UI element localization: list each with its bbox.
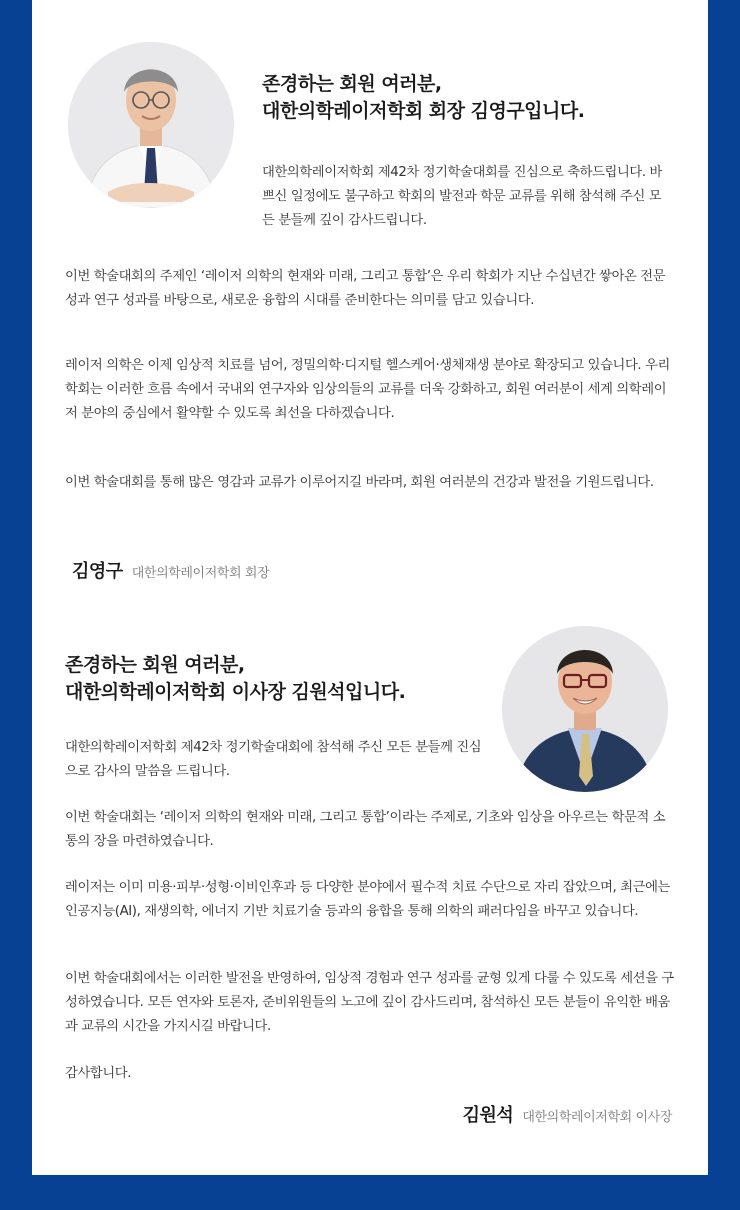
greeting-line: 존경하는 회원 여러분, (262, 73, 442, 95)
chairman-portrait (502, 626, 668, 792)
greeting-line: 존경하는 회원 여러분, (65, 654, 245, 676)
president-signature (72, 557, 269, 583)
signature-name: 김원석 (462, 1105, 514, 1126)
person-portrait-icon (68, 42, 234, 208)
greeting-card (32, 0, 708, 1175)
chairman-greeting-heading (65, 652, 405, 706)
signature-name: 김영구 (72, 561, 123, 582)
president-paragraph-1: 이번 학술대회의 주제인 ‘레이저 의학의 현재와 미래, 그리고 통합’은 우리 학회가 지난 수십년간 쌓아온 전문성과 연구 성과를 바탕으로, 새로운 융합의 시대를 준비한다는 의미를 담고 있습니다. (65, 269, 666, 308)
signature-title: 대한의학레이저학회 회장 (131, 566, 270, 581)
signature-title: 대한의학레이저학회 이사장 (522, 1110, 672, 1125)
president-portrait (68, 42, 234, 208)
chairman-paragraph-3: 이번 학술대회에서는 이러한 발전을 반영하여, 임상적 경험과 연구 성과를 균형 있게 다룰 수 있도록 세션을 구성하였습니다. 모든 연자와 토론자, 준비위원들의 노고에 깊이 감사드리며, 참석하신 모든 분들이 유익한 배움과 교류의 시간을 가지시길 바랍니다. (65, 971, 674, 1034)
greeting-line: 대한의학레이저학회 이사장 김원석입니다. (65, 681, 406, 703)
chairman-signature (463, 1101, 672, 1127)
person-portrait-icon (502, 626, 668, 792)
president-paragraph-2: 레이저 의학은 이제 임상적 치료를 넘어, 정밀의학·디지털 헬스케어·생체재생 분야로 확장되고 있습니다. 우리 학회는 이러한 흐름 속에서 국내외 연구자와 임상의들의 교류를 더욱 강화하고, 회원 여러분이 세계 의학레이저 분야의 중심에서 활약할 수 있도록 최선을 다하겠습니다. (65, 358, 670, 421)
president-paragraph-3: 이번 학술대회를 통해 많은 영감과 교류가 이루어지길 바라며, 회원 여러분의 건강과 발전을 기원드립니다. (65, 475, 654, 490)
chairman-paragraph-1: 이번 학술대회는 ‘레이저 의학의 현재와 미래, 그리고 통합’이라는 주제로, 기초와 임상을 아우르는 학문적 소통의 장을 마련하였습니다. (65, 810, 666, 849)
chairman-paragraph-2: 레이저는 이미 미용·피부·성형·이비인후과 등 다양한 분야에서 필수적 치료 수단으로 자리 잡았으며, 최근에는 인공지능(AI), 재생의학, 에너지 기반 치료기술 등과의 융합을 통해 의학의 패러다임을 바꾸고 있습니다. (65, 880, 670, 919)
president-intro-paragraph: 대한의학레이저학회 제42차 정기학술대회를 진심으로 축하드립니다. 바쁘신 일정에도 불구하고 학회의 발전과 학문 교류를 위해 참석해 주신 모든 분들께 깊이 감사드립니다. (262, 165, 662, 228)
greeting-line: 대한의학레이저학회 회장 김영구입니다. (262, 100, 585, 122)
chairman-intro-paragraph: 대한의학레이저학회 제42차 정기학술대회에 참석해 주신 모든 분들께 진심으로 감사의 말씀을 드립니다. (65, 740, 482, 779)
chairman-closing: 감사합니다. (65, 1066, 132, 1081)
president-greeting-heading (262, 71, 584, 125)
